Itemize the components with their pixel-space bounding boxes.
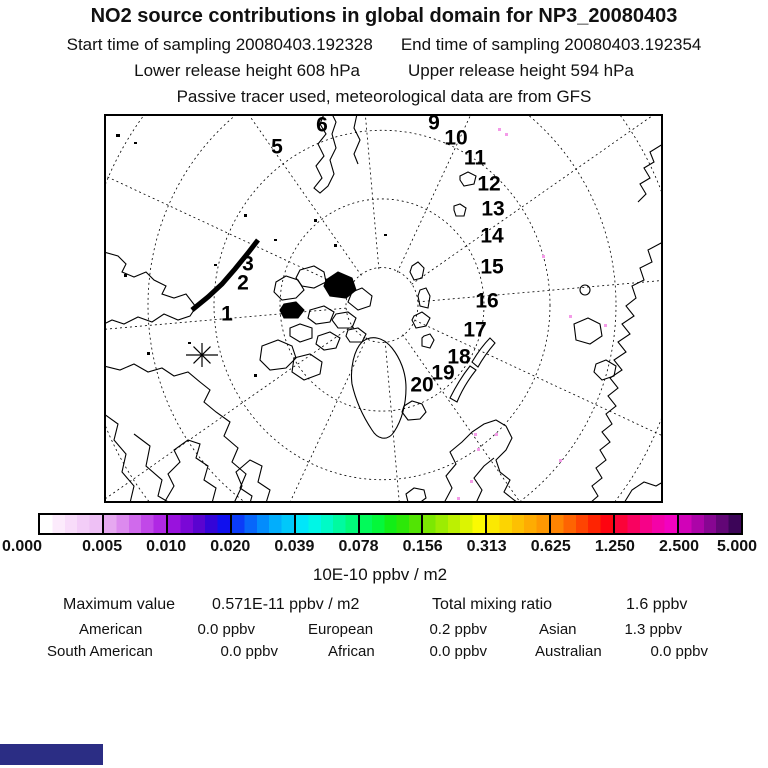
colorbar-tick-0.000: 0.000 <box>1 538 43 555</box>
colorbar <box>38 513 743 535</box>
region-number-11: 11 <box>463 146 487 170</box>
region-number-6: 6 <box>316 114 328 137</box>
region-number-15: 15 <box>480 255 504 279</box>
colorbar-segment-0.078 <box>360 515 424 533</box>
release-location-asterisk <box>186 343 218 367</box>
tracer-note: Passive tracer used, meteorological data are from GFS <box>176 87 592 106</box>
region-label-asian: Asian <box>539 621 577 638</box>
region-label-american: American <box>79 621 143 638</box>
region-label-european: European <box>308 621 374 638</box>
colorbar-tick-5.000: 5.000 <box>716 538 758 555</box>
colorbar-tick-0.039: 0.039 <box>274 538 315 555</box>
colorbar-tick-2.500: 2.500 <box>658 538 700 555</box>
region-label-australian: Australian <box>535 643 602 660</box>
region-value-european: 0.2 ppbv <box>429 621 487 638</box>
total-mixing-label: Total mixing ratio <box>432 596 553 613</box>
region-number-12: 12 <box>477 172 501 196</box>
region-number-10: 10 <box>444 126 468 150</box>
region-value-asian: 1.3 ppbv <box>624 621 682 638</box>
colorbar-segment-0.000 <box>40 515 104 533</box>
region-value-american: 0.0 ppbv <box>197 621 255 638</box>
region-label-south-american: South American <box>47 643 153 660</box>
colorbar-segment-0.020 <box>232 515 296 533</box>
source-region-numbers <box>221 114 505 397</box>
colorbar-tick-0.156: 0.156 <box>402 538 443 555</box>
bottom-navy-bar <box>0 744 103 765</box>
colorbar-segment-0.010 <box>168 515 232 533</box>
region-number-3: 3 <box>242 252 254 276</box>
region-value-australian: 0.0 ppbv <box>650 643 708 660</box>
sampling-times-line <box>0 35 768 55</box>
coastlines <box>104 114 663 503</box>
total-mixing-value: 1.6 ppbv <box>626 596 688 613</box>
maximum-value: 0.571E-11 ppbv / m2 <box>212 596 360 613</box>
polar-map <box>104 114 663 503</box>
release-heights-line <box>0 61 768 81</box>
region-number-13: 13 <box>481 197 505 221</box>
region-label-african: African <box>328 643 375 660</box>
maximum-label: Maximum value <box>63 596 176 613</box>
region-number-14: 14 <box>480 224 504 248</box>
colorbar-segment-0.005 <box>104 515 168 533</box>
colorbar-tick-1.250: 1.250 <box>594 538 635 555</box>
region-number-20: 20 <box>410 373 434 397</box>
colorbar-tick-0.010: 0.010 <box>146 538 187 555</box>
colorbar-segment-0.039 <box>296 515 360 533</box>
colorbar-tick-0.313: 0.313 <box>466 538 507 555</box>
colorbar-tick-0.005: 0.005 <box>82 538 123 555</box>
colorbar-tick-0.078: 0.078 <box>338 538 379 555</box>
region-number-9: 9 <box>428 114 440 135</box>
lower-release-text: Lower release height 608 hPa <box>134 61 360 80</box>
region-number-1: 1 <box>221 302 233 326</box>
page-title: NO2 source contributions in global domain for NP3_20080403 <box>90 5 678 27</box>
colorbar-segment-0.156 <box>423 515 487 533</box>
region-number-18: 18 <box>447 345 471 369</box>
region-number-2: 2 <box>237 271 249 295</box>
colorbar-tick-labels <box>0 538 768 556</box>
region-number-16: 16 <box>475 289 499 313</box>
region-number-17: 17 <box>463 318 487 342</box>
upper-release-text: Upper release height 594 hPa <box>408 61 634 80</box>
end-time-text: End time of sampling 20080403.192354 <box>400 35 702 54</box>
graticule-grid <box>104 114 663 503</box>
region-value-south-american: 0.0 ppbv <box>220 643 278 660</box>
colorbar-segment-2.500 <box>679 515 741 533</box>
colorbar-tick-0.020: 0.020 <box>210 538 251 555</box>
region-value-african: 0.0 ppbv <box>429 643 487 660</box>
colorbar-segment-0.625 <box>551 515 615 533</box>
region-number-5: 5 <box>271 135 283 159</box>
colorbar-segment-1.250 <box>615 515 679 533</box>
map-canvas <box>104 114 663 503</box>
start-time-text: Start time of sampling 20080403.192328 <box>66 35 373 54</box>
colorbar-units: 10E-10 ppbv / m2 <box>312 565 448 584</box>
colorbar-tick-0.625: 0.625 <box>530 538 571 555</box>
region-number-19: 19 <box>431 361 455 385</box>
colorbar-segment-0.313 <box>487 515 551 533</box>
